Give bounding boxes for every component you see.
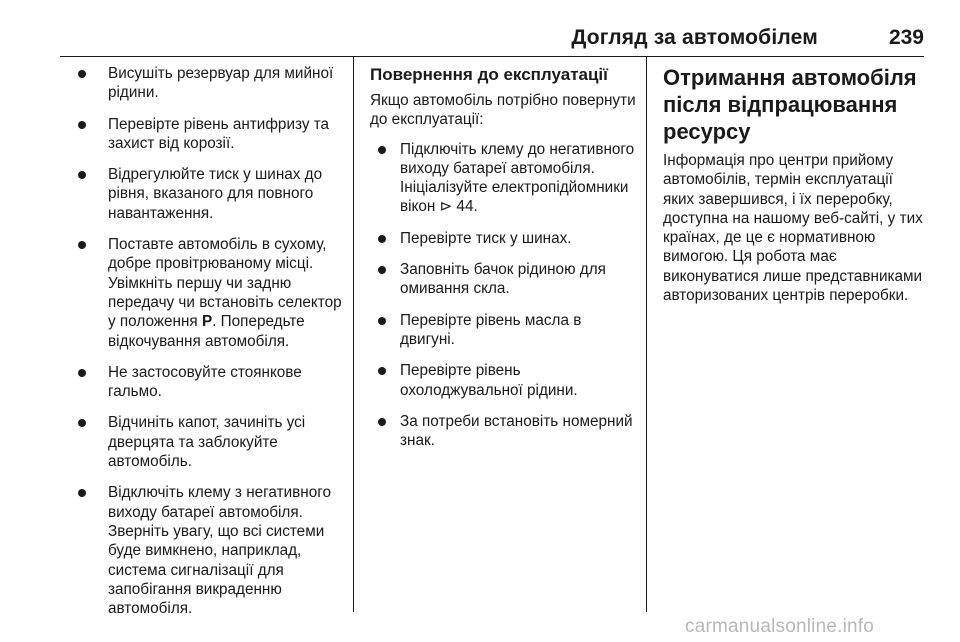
list-item: Перевірте тиск у шинах. xyxy=(378,229,640,248)
column-divider-left xyxy=(353,57,354,612)
list-item: Відчиніть капот, зачиніть усі дверцята та заблокуйте автомобіль. xyxy=(78,413,344,471)
left-column xyxy=(78,64,344,630)
middle-bullet-list xyxy=(378,140,640,451)
section-title-return: Повернення до експлуатації xyxy=(370,65,608,84)
middle-column xyxy=(370,64,640,462)
list-item: Заповніть бачок рідиною для омивання скла. xyxy=(378,260,640,299)
list-item: Відрегулюйте тиск у шинах до рівня, вказаного для повного навантаження. xyxy=(78,165,344,223)
list-item: Перевірте рівень охолоджувальної рідини. xyxy=(378,361,640,400)
column-divider-right xyxy=(646,57,647,612)
list-item-text: Поставте автомобіль в сухому, добре провітрюваному місці. Увімкніть першу чи задню передачу чи встановіть селектор у положення xyxy=(108,236,342,331)
list-item xyxy=(378,140,640,217)
page-number: 239 xyxy=(888,26,924,49)
page-title: Догляд за автомобілем xyxy=(571,26,818,49)
section-title-recycling: Отримання автомобіля після відпрацювання ресурсу xyxy=(663,65,917,144)
gear-position-label: P xyxy=(201,313,213,331)
list-item: Не застосовуйте стоянкове гальмо. xyxy=(78,363,344,402)
page-header xyxy=(60,26,924,56)
list-item: Відключіть клему з негативного виходу батареї автомобіля. Зверніть увагу, що всі системи буде вимкнено, наприклад, система сигналізації для запобігання викраденню автомобіля. xyxy=(78,483,344,618)
header-rule xyxy=(60,56,924,57)
list-item: Перевірте рівень антифризу та захист від корозії. xyxy=(78,115,344,154)
section-intro: Якщо автомобіль потрібно повернути до експлуатації: xyxy=(370,92,636,129)
page-reference-icon: ⊳ xyxy=(439,198,453,216)
page-reference-number: 44. xyxy=(452,198,478,216)
list-item: Висушіть резервуар для мийної рідини. xyxy=(78,64,344,103)
left-bullet-list xyxy=(78,64,344,618)
list-item: Перевірте рівень масла в двигуні. xyxy=(378,311,640,350)
list-item-text: . Попередьте відкочування автомобіля. xyxy=(108,313,305,350)
list-item xyxy=(78,235,344,351)
watermark: carmanualsonline.info xyxy=(685,616,875,637)
list-item-text: Підключіть клему до негативного виходу батареї автомобіля. Ініціалізуйте електропідйомники вікон xyxy=(400,140,635,216)
list-item: За потреби встановіть номерний знак. xyxy=(378,412,640,451)
right-column xyxy=(663,64,927,315)
recycling-paragraph: Інформація про центри прийому автомобілів, термін експлуатації яких завершився, і їх переробку, доступна на нашому веб-сайті, у тих країнах, де це є нормативною вимогою. Ця робота має виконуватися лише представниками авторизованих центрів переробки. xyxy=(663,152,923,305)
